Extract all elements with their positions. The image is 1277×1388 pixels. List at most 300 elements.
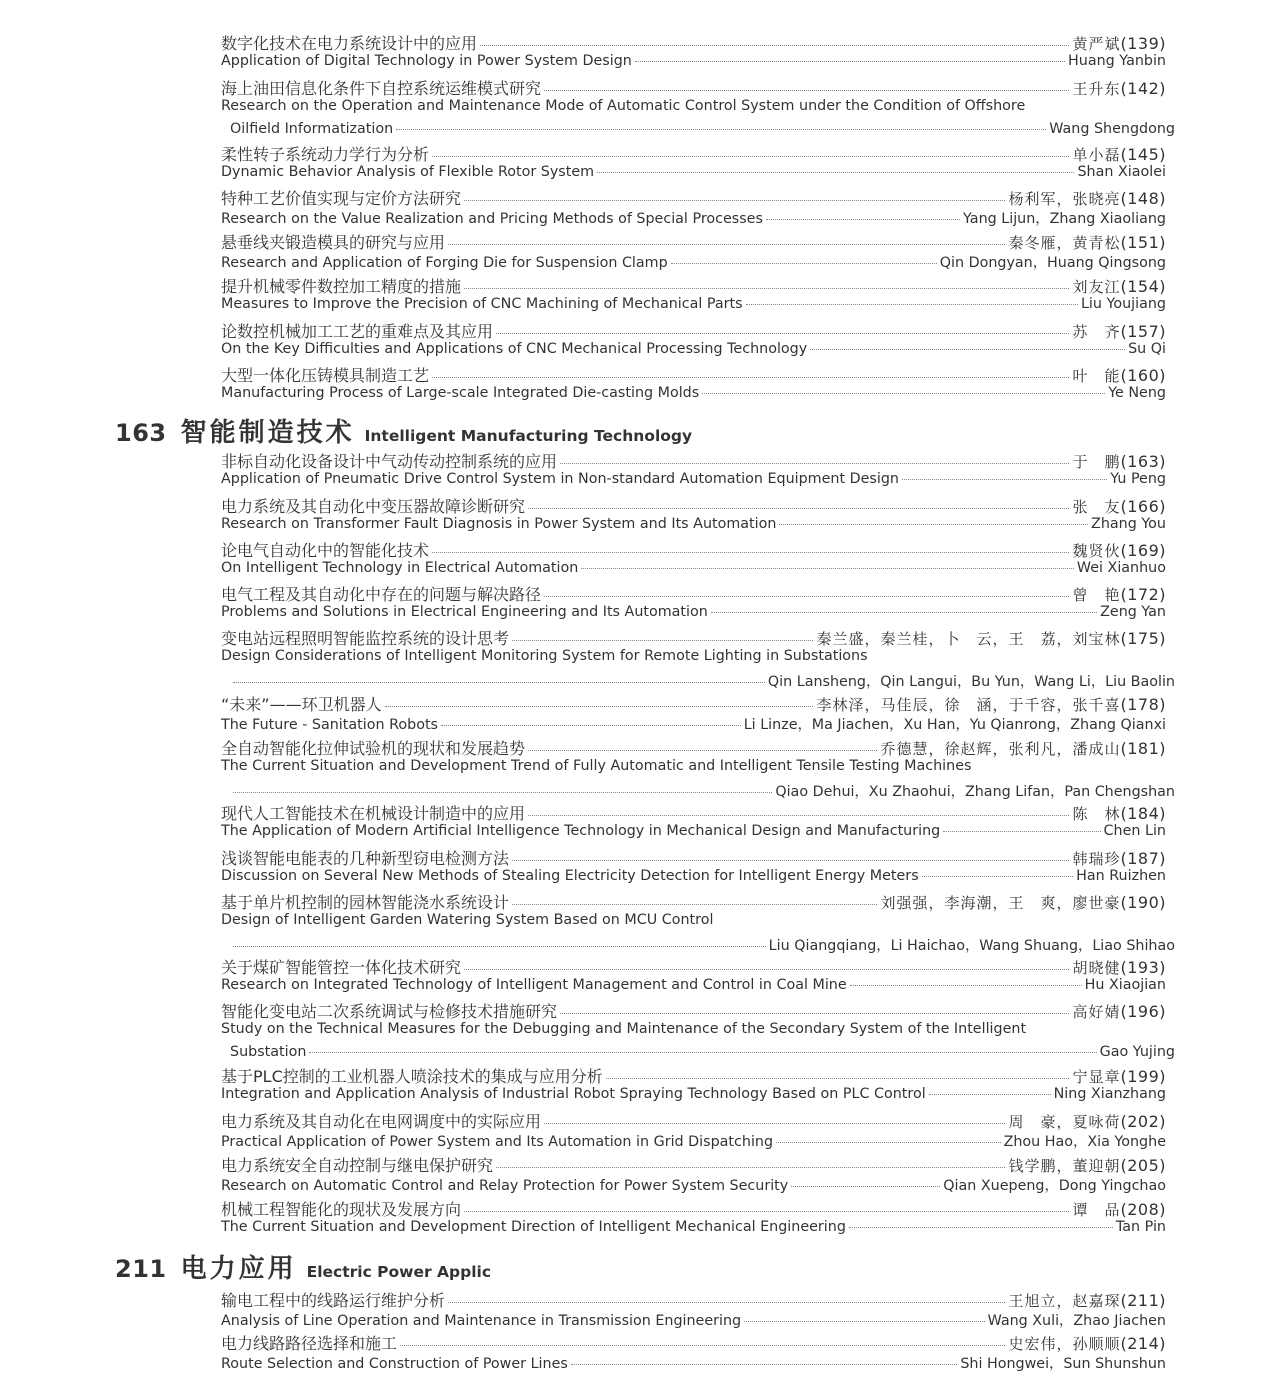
authors-page <box>1072 540 1166 560</box>
article-title-cn: 海上油田信息化条件下自控系统运维模式研究 <box>221 79 542 98</box>
page-number: 184 <box>1127 804 1160 823</box>
authors-en: Yu Peng <box>1110 471 1166 488</box>
article-title-cn: 基于单片机控制的园林智能浇水系统设计 <box>221 893 510 912</box>
article-title-cn: 全自动智能化拉伸试验机的现状和发展趋势 <box>221 739 526 758</box>
authors-en: Qin Dongyan，Huang Qingsong <box>939 255 1166 272</box>
article-title-en: On the Key Difficulties and Applications of CNC Mechanical Processing Technology <box>221 341 808 358</box>
authors-en: Qiao Dehui，Xu Zhaohui，Zhang Lifan，Pan Chengshan <box>775 783 1175 800</box>
toc-entry-en[interactable] <box>221 868 1166 890</box>
paren: ) <box>1159 849 1166 868</box>
article-title-cn: 论电气自动化中的智能化技术 <box>221 541 430 560</box>
dot-leader <box>810 349 1125 350</box>
paren: ( <box>1120 233 1128 252</box>
section-heading <box>115 412 692 446</box>
authors-page <box>1072 276 1166 296</box>
paren: ) <box>1159 366 1166 385</box>
paren: ) <box>1159 1291 1166 1310</box>
article-title-en: Dynamic Behavior Analysis of Flexible Rotor System <box>221 164 595 181</box>
dot-leader <box>233 682 765 683</box>
toc-entry-cn[interactable] <box>221 1288 1166 1310</box>
paren: ( <box>1120 695 1128 714</box>
article-title-en: Design of Intelligent Garden Watering System Based on MCU Control <box>221 912 714 929</box>
article-title-en: Application of Digital Technology in Power System Design <box>221 53 632 70</box>
authors-page <box>1008 232 1166 252</box>
toc-entry-en[interactable] <box>221 604 1166 626</box>
toc-entry-en-authors[interactable] <box>230 671 1175 693</box>
article-title-en: Research and Application of Forging Die for Suspension Clamp <box>221 255 668 272</box>
dot-leader <box>432 156 1069 157</box>
dot-leader <box>512 640 813 641</box>
toc-entry-en[interactable] <box>221 823 1166 845</box>
authors-en: Han Ruizhen <box>1076 868 1166 885</box>
authors-en: Wei Xianhuo <box>1076 560 1166 577</box>
dot-leader <box>441 725 741 726</box>
page-number: 211 <box>1127 1291 1160 1310</box>
dot-leader <box>850 985 1082 986</box>
section-title-en: Intelligent Manufacturing Technology <box>364 427 693 445</box>
page-number: 205 <box>1127 1156 1160 1175</box>
dot-leader <box>544 1123 1005 1124</box>
section-number: 211 <box>115 1255 167 1283</box>
paren: ( <box>1120 322 1128 341</box>
toc-entry-en[interactable] <box>221 1021 1166 1043</box>
toc-entry-en[interactable] <box>221 758 1166 780</box>
paren: ( <box>1120 958 1128 977</box>
dot-leader <box>791 1186 940 1187</box>
paren: ) <box>1159 1334 1166 1353</box>
authors-page <box>816 628 1166 648</box>
authors-en: Zhou Hao，Xia Yonghe <box>1003 1134 1166 1151</box>
dot-leader <box>400 1345 1005 1346</box>
article-title-en: On Intelligent Technology in Electrical Automation <box>221 560 579 577</box>
toc-entry-cn[interactable] <box>221 363 1166 385</box>
authors-cn: 谭 品 <box>1072 1201 1121 1219</box>
authors-page <box>1072 365 1166 385</box>
toc-entry-en[interactable] <box>221 296 1166 318</box>
authors-cn: 钱学鹏，董迎朝 <box>1008 1157 1121 1175</box>
authors-cn: 刘友江 <box>1072 278 1121 296</box>
authors-cn: 高好婧 <box>1072 1003 1121 1021</box>
dot-leader <box>849 1227 1113 1228</box>
page-number: 157 <box>1127 322 1160 341</box>
article-title-en: Problems and Solutions in Electrical Engineering and Its Automation <box>221 604 708 621</box>
toc-entry-en[interactable] <box>221 648 1166 670</box>
article-title-cn: 电力线路路径选择和施工 <box>221 1334 398 1353</box>
toc-entry-en[interactable] <box>221 53 1166 75</box>
article-title-en: The Application of Modern Artificial Intelligence Technology in Mechanical Design and Manufacturing <box>221 823 941 840</box>
dot-leader <box>448 244 1005 245</box>
dot-leader <box>432 552 1069 553</box>
page-number: 154 <box>1127 277 1160 296</box>
article-title-en: Manufacturing Process of Large-scale Integrated Die-casting Molds <box>221 385 700 402</box>
authors-page <box>1008 1155 1166 1175</box>
page-number: 190 <box>1127 893 1160 912</box>
toc-entry-cn[interactable] <box>221 1331 1166 1353</box>
page-number: 142 <box>1127 79 1160 98</box>
article-title-cn: 电力系统及其自动化在电网调度中的实际应用 <box>221 1112 542 1131</box>
dot-leader <box>464 1211 1069 1212</box>
toc-entry-cn[interactable] <box>221 626 1166 648</box>
paren: ) <box>1159 322 1166 341</box>
toc-entry-cn[interactable] <box>221 449 1166 471</box>
dot-leader <box>496 1167 1005 1168</box>
paren: ( <box>1120 893 1128 912</box>
dot-leader <box>766 219 960 220</box>
toc-entry-cn[interactable] <box>221 186 1166 208</box>
authors-en: Huang Yanbin <box>1068 53 1166 70</box>
toc-entry-en[interactable] <box>230 121 1175 143</box>
toc-entry-cn[interactable] <box>221 692 1166 714</box>
paren: ( <box>1120 1156 1128 1175</box>
dot-leader <box>512 904 877 905</box>
authors-cn: 黄严斌 <box>1072 35 1121 53</box>
toc-entry-en-authors[interactable] <box>230 935 1175 957</box>
paren: ( <box>1120 497 1128 516</box>
article-title-en: Discussion on Several New Methods of Stealing Electricity Detection for Intelligent Energy Meters <box>221 868 919 885</box>
article-title-en: The Future - Sanitation Robots <box>221 717 438 734</box>
paren: ( <box>1120 849 1128 868</box>
article-title-cn: 大型一体化压铸模具制造工艺 <box>221 366 430 385</box>
paren: ( <box>1120 804 1128 823</box>
article-title-en: Study on the Technical Measures for the Debugging and Maintenance of the Secondary System of the Intelligent <box>221 1021 1027 1038</box>
dot-leader <box>309 1052 1096 1053</box>
paren: ) <box>1159 893 1166 912</box>
dot-leader <box>512 860 1069 861</box>
paren: ) <box>1159 1112 1166 1131</box>
paren: ( <box>1120 145 1128 164</box>
toc-entry-en[interactable] <box>221 1219 1166 1241</box>
authors-cn: 叶 能 <box>1072 367 1121 385</box>
paren: ( <box>1120 541 1128 560</box>
dot-leader <box>746 304 1078 305</box>
article-title-cn: 机械工程智能化的现状及发展方向 <box>221 1200 462 1219</box>
authors-cn: 乔德慧，徐赵辉，张利凡，潘成山 <box>880 740 1121 758</box>
toc-entry-cn[interactable] <box>221 142 1166 164</box>
authors-cn: 张 友 <box>1072 498 1121 516</box>
paren: ( <box>1120 1200 1128 1219</box>
paren: ( <box>1120 1291 1128 1310</box>
authors-page <box>1072 584 1166 604</box>
paren: ( <box>1120 1067 1128 1086</box>
toc-entry-en[interactable] <box>221 516 1166 538</box>
dot-leader <box>581 568 1074 569</box>
toc-entry-cn[interactable] <box>221 1109 1166 1131</box>
dot-leader <box>528 750 877 751</box>
toc-entry-en[interactable] <box>221 164 1166 186</box>
paren: ) <box>1159 541 1166 560</box>
article-title-en: Practical Application of Power System and Its Automation in Grid Dispatching <box>221 1134 774 1151</box>
dot-leader <box>496 333 1069 334</box>
toc-entry-en[interactable] <box>230 1044 1175 1066</box>
dot-leader <box>464 969 1069 970</box>
authors-en: Ning Xianzhang <box>1053 1086 1166 1103</box>
authors-page <box>880 738 1166 758</box>
toc-entry-cn[interactable] <box>221 538 1166 560</box>
section-title-en: Electric Power Applic <box>306 1263 492 1281</box>
toc-entry-cn[interactable] <box>221 1153 1166 1175</box>
dot-leader <box>702 393 1105 394</box>
authors-page <box>1008 1290 1166 1310</box>
page-number: 193 <box>1127 958 1160 977</box>
authors-cn: 李林泽，马佳辰，徐 涵，于千容，张千喜 <box>816 696 1121 714</box>
page-number: 196 <box>1127 1002 1160 1021</box>
toc-entry-en[interactable] <box>221 912 1166 934</box>
article-title-cn: 非标自动化设备设计中气动传动控制系统的应用 <box>221 452 558 471</box>
authors-page <box>1008 1111 1166 1131</box>
toc-entry-en[interactable] <box>221 98 1166 120</box>
article-title-en: Research on Transformer Fault Diagnosis in Power System and Its Automation <box>221 516 777 533</box>
page-number: 208 <box>1127 1200 1160 1219</box>
dot-leader <box>448 1302 1005 1303</box>
dot-leader <box>528 508 1069 509</box>
paren: ( <box>1120 34 1128 53</box>
authors-en: Yang Lijun，Zhang Xiaoliang <box>963 211 1166 228</box>
authors-cn: 王旭立，赵嘉琛 <box>1008 1292 1121 1310</box>
article-title-cn: 特种工艺价值实现与定价方法研究 <box>221 189 462 208</box>
authors-en: Shan Xiaolei <box>1077 164 1166 181</box>
toc-entry-cn[interactable] <box>221 846 1166 868</box>
dot-leader <box>480 45 1069 46</box>
page-number: 178 <box>1127 695 1160 714</box>
toc-entry-cn[interactable] <box>221 494 1166 516</box>
toc-entry-en[interactable] <box>221 714 1166 736</box>
article-title-cn: 柔性转子系统动力学行为分析 <box>221 145 430 164</box>
section-title-cn: 智能制造技术 <box>180 418 355 448</box>
article-title-en: Oilfield Informatization <box>230 120 394 137</box>
article-title-en: Research on Automatic Control and Relay Protection for Power System Security <box>221 1178 789 1195</box>
dot-leader <box>671 263 937 264</box>
article-title-en: Research on the Operation and Maintenance Mode of Automatic Control System under the Condition of Offshore <box>221 98 1026 115</box>
paren: ) <box>1159 1156 1166 1175</box>
authors-page <box>1072 144 1166 164</box>
toc-entry-en-authors[interactable] <box>230 781 1175 803</box>
paren: ) <box>1159 1067 1166 1086</box>
authors-en: Hu Xiaojian <box>1084 977 1166 994</box>
authors-page <box>1072 33 1166 53</box>
authors-page <box>1072 451 1166 471</box>
page-number: 175 <box>1127 629 1160 648</box>
paren: ) <box>1159 1200 1166 1219</box>
dot-leader <box>544 596 1069 597</box>
toc-entry-en[interactable] <box>221 252 1166 274</box>
authors-cn: 苏 齐 <box>1072 323 1121 341</box>
toc-entry-en[interactable] <box>221 1175 1166 1197</box>
authors-cn: 王升东 <box>1072 80 1121 98</box>
article-title-cn: 电气工程及其自动化中存在的问题与解决路径 <box>221 585 542 604</box>
toc-entry-en[interactable] <box>221 1131 1166 1153</box>
toc-entry-en[interactable] <box>221 977 1166 999</box>
article-title-en: Research on the Value Realization and Pricing Methods of Special Processes <box>221 211 763 228</box>
toc-entry-cn[interactable] <box>221 582 1166 604</box>
dot-leader <box>571 1364 957 1365</box>
dot-leader <box>544 90 1069 91</box>
toc-entry-cn[interactable] <box>221 801 1166 823</box>
authors-page <box>1072 848 1166 868</box>
authors-cn: 秦兰盛，秦兰桂，卜 云，王 荔，刘宝林 <box>816 630 1121 648</box>
authors-cn: 韩瑞珍 <box>1072 850 1121 868</box>
toc-entry-cn[interactable] <box>221 230 1166 252</box>
authors-en: Liu Qiangqiang，Li Haichao，Wang Shuang，Liao Shihao <box>768 937 1175 954</box>
toc-entry-en[interactable] <box>221 341 1166 363</box>
authors-cn: 宁显章 <box>1072 1068 1121 1086</box>
paren: ) <box>1159 452 1166 471</box>
page-number: 139 <box>1127 34 1160 53</box>
toc-entry-cn[interactable] <box>221 76 1166 98</box>
paren: ( <box>1120 1002 1128 1021</box>
toc-entry-cn[interactable] <box>221 1197 1166 1219</box>
dot-leader <box>560 463 1069 464</box>
page-number: 163 <box>1127 452 1160 471</box>
paren: ) <box>1159 233 1166 252</box>
authors-cn: 陈 林 <box>1072 805 1121 823</box>
authors-cn: 秦冬雁，黄青松 <box>1008 234 1121 252</box>
dot-leader <box>560 1013 1069 1014</box>
authors-cn: 刘强强，李海潮，王 爽，廖世豪 <box>880 894 1121 912</box>
page-number: 181 <box>1127 739 1160 758</box>
page-number: 160 <box>1127 366 1160 385</box>
dot-leader <box>385 706 814 707</box>
authors-page <box>1072 1199 1166 1219</box>
dot-leader <box>464 200 1005 201</box>
article-title-en: Analysis of Line Operation and Maintenance in Transmission Engineering <box>221 1313 742 1330</box>
toc-entry-cn[interactable] <box>221 736 1166 758</box>
toc-entry-cn[interactable] <box>221 999 1166 1021</box>
section-heading <box>115 1248 491 1282</box>
paren: ) <box>1159 958 1166 977</box>
authors-en: Chen Lin <box>1103 823 1166 840</box>
paren: ( <box>1120 585 1128 604</box>
paren: ) <box>1159 629 1166 648</box>
authors-en: Qian Xuepeng，Dong Yingchao <box>943 1178 1166 1195</box>
authors-cn: 单小磊 <box>1072 146 1121 164</box>
paren: ) <box>1159 79 1166 98</box>
paren: ) <box>1159 585 1166 604</box>
page-number: 169 <box>1127 541 1160 560</box>
authors-page <box>1008 188 1166 208</box>
dot-leader <box>776 1142 1001 1143</box>
article-title-en: The Current Situation and Development Direction of Intelligent Mechanical Engineering <box>221 1219 846 1236</box>
paren: ) <box>1159 1002 1166 1021</box>
article-title-cn: 智能化变电站二次系统调试与检修技术措施研究 <box>221 1002 558 1021</box>
authors-en: Tan Pin <box>1115 1219 1166 1236</box>
toc-entry-cn[interactable] <box>221 890 1166 912</box>
authors-page <box>1072 1066 1166 1086</box>
toc-entry-en[interactable] <box>221 1086 1166 1108</box>
article-title-cn: 变电站远程照明智能监控系统的设计思考 <box>221 629 510 648</box>
authors-cn: 史宏伟，孙顺顺 <box>1008 1335 1121 1353</box>
dot-leader <box>396 129 1046 130</box>
toc-entry-en[interactable] <box>221 385 1166 407</box>
paren: ( <box>1120 277 1128 296</box>
dot-leader <box>635 61 1065 62</box>
page-number: 199 <box>1127 1067 1160 1086</box>
authors-cn: 曾 艳 <box>1072 586 1121 604</box>
paren: ( <box>1120 366 1128 385</box>
toc-entry-en[interactable] <box>221 471 1166 493</box>
page-number: 202 <box>1127 1112 1160 1131</box>
article-title-cn: 论数控机械加工工艺的重难点及其应用 <box>221 322 494 341</box>
paren: ) <box>1159 497 1166 516</box>
toc-entry-en[interactable] <box>221 1310 1166 1332</box>
article-title-cn: 浅谈智能电能表的几种新型窃电检测方法 <box>221 849 510 868</box>
authors-page <box>1008 1333 1166 1353</box>
authors-page <box>1072 1001 1166 1021</box>
article-title-en: Route Selection and Construction of Power Lines <box>221 1356 568 1373</box>
authors-en: Su Qi <box>1128 341 1166 358</box>
paren: ) <box>1159 145 1166 164</box>
paren: ( <box>1120 1112 1128 1131</box>
dot-leader <box>711 612 1097 613</box>
authors-en: Li Linze，Ma Jiachen，Xu Han，Yu Qianrong，Zhang Qianxi <box>743 717 1166 734</box>
toc-entry-en[interactable] <box>221 560 1166 582</box>
authors-cn: 胡晓健 <box>1072 959 1121 977</box>
paren: ( <box>1120 629 1128 648</box>
article-title-cn: 现代人工智能技术在机械设计制造中的应用 <box>221 804 526 823</box>
authors-page <box>880 892 1166 912</box>
paren: ( <box>1120 739 1128 758</box>
toc-entry-en[interactable] <box>221 208 1166 230</box>
dot-leader <box>922 876 1073 877</box>
page-number: 214 <box>1127 1334 1160 1353</box>
paren: ) <box>1159 189 1166 208</box>
article-title-cn: 输电工程中的线路运行维护分析 <box>221 1291 446 1310</box>
toc-entry-cn[interactable] <box>221 955 1166 977</box>
article-title-cn: 悬垂线夹锻造模具的研究与应用 <box>221 233 446 252</box>
authors-cn: 魏贤伙 <box>1072 542 1121 560</box>
authors-page <box>1072 321 1166 341</box>
article-title-cn: “未来”——环卫机器人 <box>221 695 382 714</box>
authors-en: Qin Lansheng，Qin Langui，Bu Yun，Wang Li，Liu Baolin <box>767 673 1175 690</box>
toc-entry-cn[interactable] <box>221 31 1166 53</box>
paren: ( <box>1120 452 1128 471</box>
paren: ( <box>1120 189 1128 208</box>
article-title-cn: 提升机械零件数控加工精度的措施 <box>221 277 462 296</box>
authors-page <box>1072 803 1166 823</box>
page-number: 166 <box>1127 497 1160 516</box>
authors-page <box>1072 957 1166 977</box>
article-title-en: The Current Situation and Development Trend of Fully Automatic and Intelligent Tensile Testing Machines <box>221 758 972 775</box>
article-title-cn: 电力系统及其自动化中变压器故障诊断研究 <box>221 497 526 516</box>
paren: ) <box>1159 804 1166 823</box>
paren: ( <box>1120 79 1128 98</box>
dot-leader <box>606 1078 1070 1079</box>
dot-leader <box>528 815 1069 816</box>
authors-page <box>1072 78 1166 98</box>
article-title-en: Substation <box>230 1043 307 1060</box>
article-title-cn: 电力系统安全自动控制与继电保护研究 <box>221 1156 494 1175</box>
dot-leader <box>233 946 766 947</box>
authors-en: Shi Hongwei，Sun Shunshun <box>960 1356 1166 1373</box>
authors-cn: 杨利军，张晓亮 <box>1008 190 1121 208</box>
paren: ( <box>1120 1334 1128 1353</box>
paren: ) <box>1159 695 1166 714</box>
authors-en: Zeng Yan <box>1100 604 1166 621</box>
authors-cn: 于 鹏 <box>1072 453 1121 471</box>
article-title-en: Integration and Application Analysis of Industrial Robot Spraying Technology Based on PLC Control <box>221 1086 926 1103</box>
article-title-en: Application of Pneumatic Drive Control System in Non-standard Automation Equipment Design <box>221 471 899 488</box>
authors-en: Ye Neng <box>1108 385 1166 402</box>
dot-leader <box>597 172 1074 173</box>
toc-entry-cn[interactable] <box>221 274 1166 296</box>
section-title-cn: 电力应用 <box>180 1254 297 1284</box>
page-number: 187 <box>1127 849 1160 868</box>
toc-entry-cn[interactable] <box>221 1064 1166 1086</box>
authors-en: Liu Youjiang <box>1080 296 1166 313</box>
toc-entry-cn[interactable] <box>221 319 1166 341</box>
toc-entry-en[interactable] <box>221 1353 1166 1375</box>
paren: ) <box>1159 739 1166 758</box>
article-title-en: Research on Integrated Technology of Intelligent Management and Control in Coal Mine <box>221 977 847 994</box>
